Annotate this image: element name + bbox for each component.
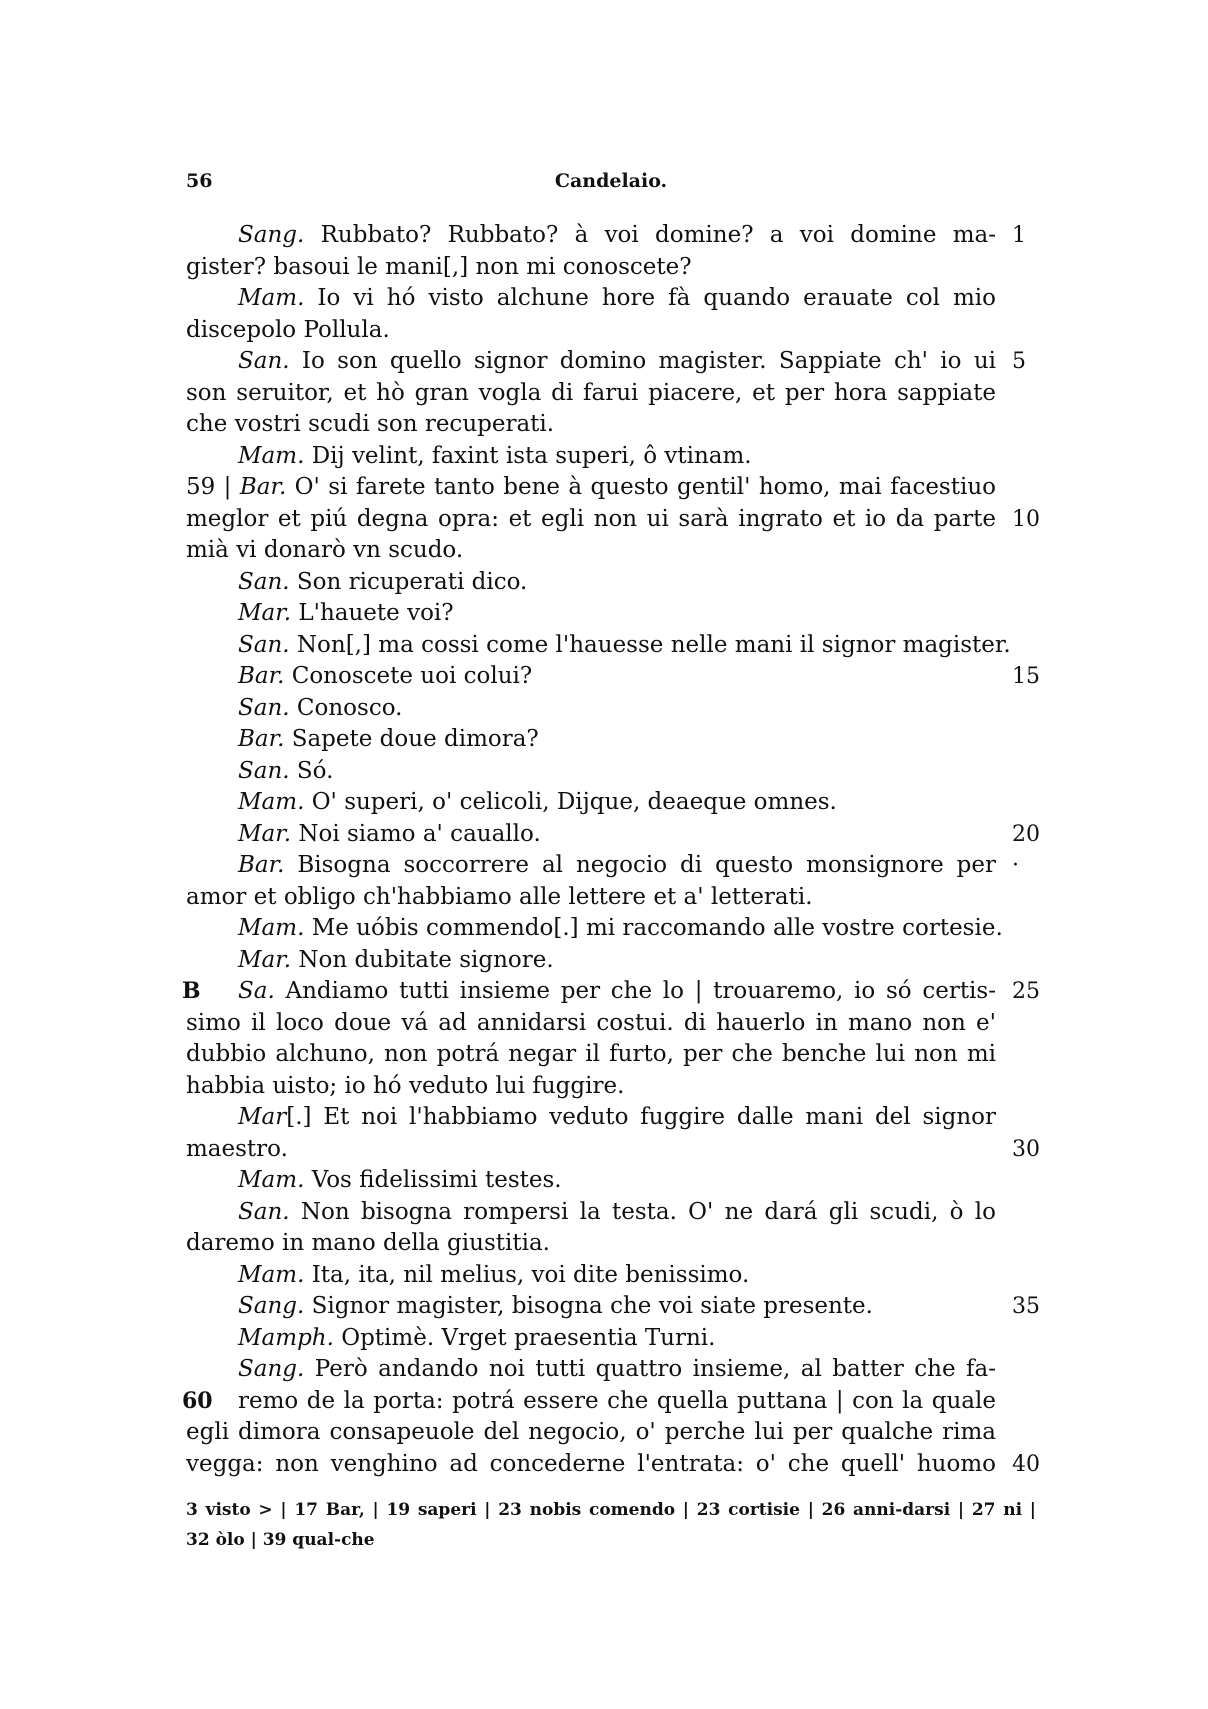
speaker-name: Bar. xyxy=(238,852,285,878)
text-line xyxy=(186,882,996,914)
text-line xyxy=(186,1354,996,1386)
footnote-line: 3 visto > | 17 Bar, | 19 saperi | 23 nobis comendo | 23 cortisie | 26 anni-darsi | 27 ni | xyxy=(186,1500,1036,1520)
line-content xyxy=(238,1293,873,1319)
line-text: Andiamo tutti insieme per che lo | trouaremo, io só certis- xyxy=(274,978,996,1004)
line-content xyxy=(238,726,539,752)
line-number: 40 xyxy=(1012,1451,1040,1477)
text-line xyxy=(186,1197,996,1229)
text-line xyxy=(182,1386,996,1418)
line-text: L'hauete voi? xyxy=(291,600,454,626)
text-line xyxy=(186,567,996,599)
line-content xyxy=(186,1419,996,1445)
line-text: gister? basoui le mani[,] non mi conoscete? xyxy=(186,253,692,280)
line-content xyxy=(186,506,996,532)
page-reference: 59 | xyxy=(186,474,240,500)
speaker-name: Mar xyxy=(238,1104,287,1130)
line-text: Non dubitate signore. xyxy=(291,946,554,973)
line-content xyxy=(238,1262,749,1288)
text-line xyxy=(186,850,1019,882)
line-content xyxy=(238,632,1011,658)
line-text: O' si farete tanto bene à questo gentil' homo, mai facestiuo xyxy=(286,474,996,500)
line-text: Conosco. xyxy=(289,694,403,721)
text-line xyxy=(186,1228,996,1260)
line-content xyxy=(238,1388,996,1414)
line-content xyxy=(238,1356,996,1382)
line-text: simo il loco doue vá ad annidarsi costui. di hauerlo in mano non e' xyxy=(186,1009,996,1036)
speaker-name: Sang. xyxy=(238,1356,305,1382)
line-text: vegga: non venghino ad concederne l'entrata: o' che quell' huomo xyxy=(186,1450,996,1477)
running-title: Candelaio. xyxy=(554,170,668,192)
line-text: Io son quello signor domino magister. Sappiate ch' io ui xyxy=(289,348,996,374)
line-text: Non bisogna rompersi la testa. O' ne dará gli scudi, ò lo xyxy=(289,1198,996,1225)
text-line xyxy=(186,945,996,977)
line-number: 30 xyxy=(1012,1136,1040,1162)
speaker-name: Mam. xyxy=(238,285,305,311)
speaker-name: San. xyxy=(238,631,290,658)
text-line xyxy=(186,1008,996,1040)
play-text xyxy=(182,220,1040,1480)
text-line xyxy=(186,598,996,630)
margin-marker: B xyxy=(182,978,201,1004)
text-line xyxy=(182,976,1040,1008)
line-content xyxy=(186,254,692,280)
line-content xyxy=(186,1451,996,1477)
text-line xyxy=(186,441,996,473)
line-text: meglor et piú degna opra: et egli non ui sarà ingrato et io da parte xyxy=(186,505,996,532)
speaker-name: Mam. xyxy=(238,1167,305,1193)
speaker-name: Mam. xyxy=(238,915,305,941)
text-line xyxy=(186,1417,996,1449)
text-line xyxy=(186,724,996,756)
line-text: son seruitor, et hò gran vogla di farui piacere, et per hora sappiate xyxy=(186,379,996,406)
line-content xyxy=(238,1199,996,1225)
text-line xyxy=(186,630,1011,662)
line-text: Bisogna soccorrere al negocio di questo monsignore per xyxy=(284,852,996,878)
text-line xyxy=(186,1039,996,1071)
line-text: Optimè. Vrget praesentia Turni. xyxy=(333,1324,716,1351)
text-line xyxy=(186,283,996,315)
line-text: maestro. xyxy=(186,1135,288,1162)
text-line xyxy=(186,1323,996,1355)
text-line xyxy=(186,409,996,441)
line-text: Sapete doue dimora? xyxy=(284,726,539,752)
speaker-name: Sang. xyxy=(238,1293,305,1319)
page-header xyxy=(186,170,1036,200)
speaker-name: Mar. xyxy=(238,600,292,626)
text-line xyxy=(186,252,996,284)
margin-marker: 60 xyxy=(182,1387,213,1414)
line-content xyxy=(238,222,996,248)
speaker-name: Sang. xyxy=(238,222,305,248)
line-content xyxy=(238,852,996,878)
line-content xyxy=(186,537,463,563)
line-content xyxy=(238,758,333,784)
speaker-name: Mam. xyxy=(238,442,305,469)
text-line xyxy=(186,819,1040,851)
speaker-name: Bar. xyxy=(238,663,285,689)
line-number: 5 xyxy=(1012,349,1026,374)
text-line xyxy=(186,1260,996,1292)
speaker-name: Mar. xyxy=(238,946,292,973)
text-line xyxy=(186,1134,1040,1166)
line-content xyxy=(238,915,1003,941)
speaker-name: Bar. xyxy=(238,726,285,752)
line-number: 10 xyxy=(1012,506,1040,532)
line-content xyxy=(238,443,752,469)
text-line xyxy=(186,661,1040,693)
speaker-name: San. xyxy=(238,568,290,595)
text-line xyxy=(186,346,1026,378)
line-number: 25 xyxy=(1012,979,1040,1004)
line-content xyxy=(238,695,402,721)
line-content xyxy=(238,348,996,374)
speaker-name: Mar. xyxy=(238,820,292,847)
line-content xyxy=(238,600,454,626)
line-text: Ita, ita, nil melius, voi dite benissimo. xyxy=(304,1261,750,1288)
line-text: discepolo Pollula. xyxy=(186,316,390,343)
line-text: Me uóbis commendo[.] mi raccomando alle vostre cortesie. xyxy=(304,915,1003,941)
line-number: 15 xyxy=(1012,664,1040,689)
line-content xyxy=(238,821,541,847)
line-content xyxy=(186,1041,996,1067)
line-content xyxy=(238,789,837,815)
text-line xyxy=(186,1071,996,1103)
line-content xyxy=(186,884,813,910)
line-content xyxy=(186,474,996,500)
line-text: Non[,] ma cossi come l'hauesse nelle mani il signor magister. xyxy=(289,631,1011,658)
footnote-line: 32 òlo | 39 qual-che xyxy=(186,1530,375,1550)
line-number: 20 xyxy=(1012,821,1040,847)
line-text: remo de la porta: potrá essere che quella puttana | con la quale xyxy=(238,1387,996,1414)
line-text: Signor magister, bisogna che voi siate presente. xyxy=(304,1293,873,1319)
speaker-name: San. xyxy=(238,1198,290,1225)
line-text: Però andando noi tutti quattro insieme, al batter che fa- xyxy=(304,1356,996,1382)
speaker-name: Bar. xyxy=(239,474,287,500)
speaker-name: Mam. xyxy=(238,789,305,815)
text-line xyxy=(186,1102,996,1134)
line-content xyxy=(186,380,996,406)
text-line xyxy=(186,472,996,504)
line-content xyxy=(186,317,390,343)
line-text: che vostri scudi son recuperati. xyxy=(186,411,555,437)
line-content xyxy=(238,947,554,973)
text-line xyxy=(186,1165,996,1197)
line-content xyxy=(238,285,996,311)
line-content xyxy=(238,978,996,1004)
page-number: 56 xyxy=(186,170,213,192)
line-content xyxy=(238,663,532,689)
footnotes xyxy=(186,1495,1036,1555)
speaker-name: San. xyxy=(238,348,290,374)
text-line xyxy=(186,315,996,347)
line-content xyxy=(186,1230,550,1256)
text-line xyxy=(186,378,996,410)
line-text: Só. xyxy=(289,757,334,784)
text-line xyxy=(186,535,996,567)
line-text: dubbio alchuno, non potrá negar il furto, per che benche lui non mi xyxy=(186,1041,996,1067)
line-text: egli dimora consapeuole del negocio, o' perche lui per qualche rima xyxy=(186,1419,996,1445)
line-content xyxy=(186,411,554,437)
line-text: Vos fidelissimi testes. xyxy=(304,1167,562,1193)
line-content xyxy=(238,1167,562,1193)
speaker-name: San. xyxy=(238,757,290,784)
text-line xyxy=(186,913,1003,945)
line-content xyxy=(238,1325,715,1351)
line-text: Conoscete uoi colui? xyxy=(284,663,533,689)
line-text: Noi siamo a' cauallo. xyxy=(291,820,541,847)
line-text: amor et obligo ch'habbiamo alle lettere et a' letterati. xyxy=(186,883,813,910)
text-line xyxy=(186,756,996,788)
speaker-name: Mam. xyxy=(238,1261,305,1288)
speaker-name: Sa. xyxy=(238,978,275,1004)
speaker-name: Mamph. xyxy=(238,1324,334,1351)
line-text: mià vi donarò vn scudo. xyxy=(186,537,464,563)
line-text: Son ricuperati dico. xyxy=(289,568,528,595)
text-line xyxy=(186,220,1026,252)
line-text: Io vi hó visto alchune hore fà quando erauate col mio xyxy=(304,285,996,311)
line-content xyxy=(186,1010,996,1036)
line-number: 1 xyxy=(1012,223,1026,248)
line-number: · xyxy=(1012,853,1019,878)
line-content xyxy=(238,1104,996,1130)
line-number: 35 xyxy=(1012,1294,1040,1319)
line-text: [.] Et noi l'habbiamo veduto fuggire dalle mani del signor xyxy=(286,1104,996,1130)
text-line xyxy=(186,504,1040,536)
line-text: daremo in mano della giustitia. xyxy=(186,1230,550,1256)
line-text: O' superi, o' celicoli, Dijque, deaeque omnes. xyxy=(304,789,837,815)
text-line xyxy=(186,787,996,819)
line-content xyxy=(186,1073,624,1099)
text-line xyxy=(186,1291,1040,1323)
line-text: Rubbato? Rubbato? à voi domine? a voi domine ma- xyxy=(304,222,996,248)
text-line xyxy=(186,1449,1040,1481)
speaker-name: San. xyxy=(238,694,290,721)
line-content xyxy=(238,569,527,595)
line-text: Dij velint, faxint ista superi, ô vtinam. xyxy=(304,442,752,469)
line-text: habbia uisto; io hó veduto lui fuggire. xyxy=(186,1072,625,1099)
line-content xyxy=(186,1136,288,1162)
text-line xyxy=(186,693,996,725)
